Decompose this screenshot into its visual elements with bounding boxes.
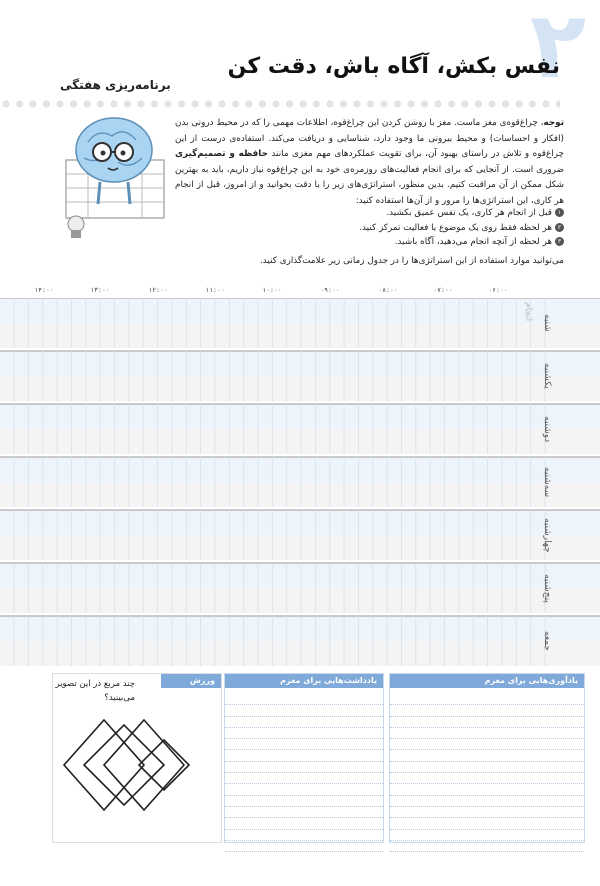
divider-dot xyxy=(70,100,77,107)
day-label: جمعه xyxy=(542,631,552,651)
day-label: سه‌شنبه xyxy=(542,466,552,498)
divider-dot xyxy=(245,100,252,107)
strategy-list xyxy=(175,206,564,250)
divider-dot xyxy=(110,100,117,107)
reminders-lines[interactable] xyxy=(390,694,584,842)
strategy-item xyxy=(175,221,564,236)
divider-dot xyxy=(259,100,266,107)
divider-dot xyxy=(529,100,536,107)
time-label: ۰۶:۰۰ xyxy=(488,286,508,294)
intro-bold-terms: حافظه و تصمیم‌گیری xyxy=(175,149,268,159)
day-label: چهارشنبه xyxy=(542,517,552,553)
day-label: یکشنبه xyxy=(542,363,552,389)
page-number: ۲ xyxy=(529,0,586,99)
time-label: ۱۴:۰۰ xyxy=(34,286,54,294)
divider-dot xyxy=(299,100,306,107)
divider-dot xyxy=(16,100,23,107)
divider-dot xyxy=(2,100,9,107)
intro-lead: توجه xyxy=(543,118,564,128)
exercise-question: چند مربع در این تصویر می‌بینید؟ xyxy=(55,679,135,703)
intro-text-1: ، چراغ‌قوه‌ی مغز ماست. مغز با روشن کردن این چراغ‌قوه، اطلاعات مهمی را که در محیط درونی بدن (افکار و احساسات) و محیط بیرونی ما وجود دارد، شناسایی و دریافت می‌کند. استفاده‌ی درست از این چراغ‌قوه و تلاش در راستای بهبود آن، برای تقویت عملکردهای مهم مغزی مانند xyxy=(175,118,564,159)
notes-header: یادداشت‌هایی برای مغزم xyxy=(225,674,383,688)
divider-dot xyxy=(191,100,198,107)
dotted-divider xyxy=(0,98,560,110)
divider-dot xyxy=(151,100,158,107)
time-label: ۱۲:۰۰ xyxy=(148,286,168,294)
divider-dot xyxy=(461,100,468,107)
divider-dot xyxy=(367,100,374,107)
step-number: ۱ xyxy=(555,208,564,217)
divider-dot xyxy=(488,100,495,107)
day-label: شنبه xyxy=(542,314,552,332)
strategy-item xyxy=(175,206,564,221)
divider-dot xyxy=(286,100,293,107)
divider-dot xyxy=(164,100,171,107)
divider-dot xyxy=(475,100,482,107)
divider-dot xyxy=(448,100,455,107)
divider-dot xyxy=(353,100,360,107)
time-label: ۰۹:۰۰ xyxy=(320,286,340,294)
divider-dot xyxy=(542,100,549,107)
intro-paragraph xyxy=(175,116,564,209)
sample-mark: انجام xyxy=(523,302,533,322)
divider-dot xyxy=(218,100,225,107)
strategy-item xyxy=(175,235,564,250)
divider-dot xyxy=(124,100,131,107)
divider-dot xyxy=(272,100,279,107)
time-label: ۱۳:۰۰ xyxy=(90,286,110,294)
notes-panel[interactable] xyxy=(224,673,384,843)
time-label: ۱۱:۰۰ xyxy=(205,286,225,294)
step-text: هر لحظه فقط روی یک موضوع یا فعالیت تمرکز کنید. xyxy=(359,222,552,233)
squares-puzzle-icon xyxy=(59,710,215,830)
divider-dot xyxy=(326,100,333,107)
time-axis xyxy=(0,284,600,298)
divider-dot xyxy=(421,100,428,107)
divider-dot xyxy=(232,100,239,107)
divider-dot xyxy=(83,100,90,107)
reminders-header: یادآوری‌هایی برای مغزم xyxy=(390,674,584,688)
time-label: ۰۷:۰۰ xyxy=(433,286,453,294)
divider-dot xyxy=(502,100,509,107)
bottom-panels xyxy=(52,673,585,843)
brain-mascot-icon xyxy=(58,112,170,242)
divider-dot xyxy=(313,100,320,107)
day-label: پنج‌شنبه xyxy=(542,573,552,603)
divider-dot xyxy=(340,100,347,107)
reminders-panel[interactable] xyxy=(389,673,585,843)
divider-dot xyxy=(434,100,441,107)
divider-dot xyxy=(29,100,36,107)
day-label: دوشنبه xyxy=(542,415,552,443)
step-number: ۳ xyxy=(555,237,564,246)
page-title: نفس بکش، آگاه باش، دقت کن xyxy=(227,54,560,79)
divider-dot xyxy=(137,100,144,107)
exercise-header: ورزش مغزی xyxy=(161,674,221,688)
brain-exercise-panel xyxy=(52,673,222,843)
divider-dot xyxy=(556,100,560,107)
divider-dot xyxy=(515,100,522,107)
time-label: ۱۰:۰۰ xyxy=(262,286,282,294)
closing-text: می‌توانید موارد استفاده از این استراتژی‌ها را در جدول زمانی زیر علامت‌گذاری کنید. xyxy=(260,256,564,266)
divider-dot xyxy=(394,100,401,107)
day-labels xyxy=(0,298,600,670)
step-number: ۲ xyxy=(555,223,564,232)
notes-lines[interactable] xyxy=(225,694,383,842)
step-text: قبل از انجام هر کاری، یک نفس عمیق بکشید. xyxy=(386,208,552,218)
time-label: ۰۸:۰۰ xyxy=(378,286,398,294)
divider-dot xyxy=(56,100,63,107)
divider-dot xyxy=(97,100,104,107)
step-text: هر لحظه از آنچه انجام می‌دهید، آگاه باشید. xyxy=(394,237,552,247)
divider-dot xyxy=(205,100,212,107)
intro-text-2: ضروری است. از آنجایی که برای انجام فعالیت‌های روزمره‌ی خود به این چراغ‌قوه نیاز داریم، باید به بهترین شکل ممکن از آن مراقبت کنیم. بدین منظور، استراتژی‌های زیر را با دقت بخوانید و از امروز، قبل از انجام هر کاری، این استراتژی‌ها را مرور و از آن‌ها استفاده کنید: xyxy=(175,164,564,206)
divider-dot xyxy=(178,100,185,107)
divider-dot xyxy=(407,100,414,107)
divider-dot xyxy=(43,100,50,107)
divider-dot xyxy=(380,100,387,107)
page-subtitle: برنامه‌ریزی هفتگی xyxy=(60,78,171,92)
